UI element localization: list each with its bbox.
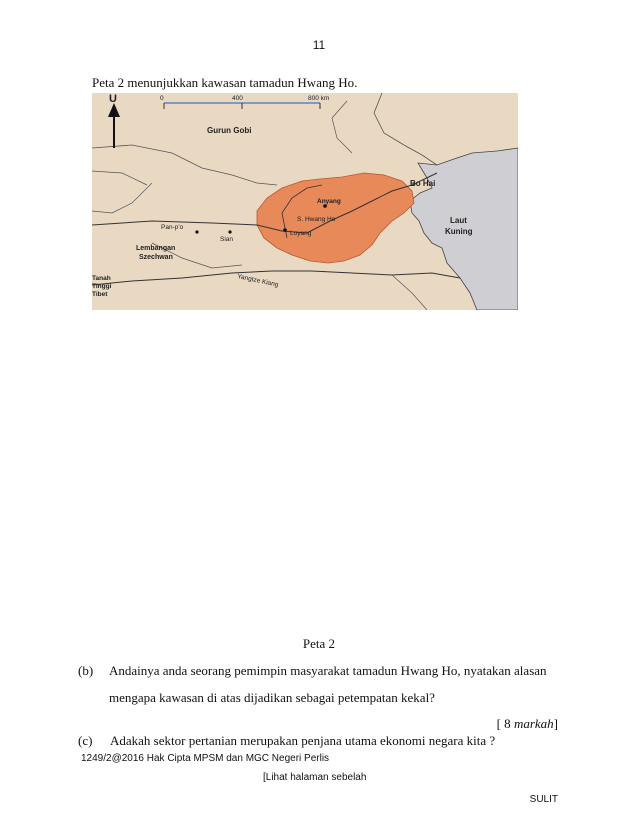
question-b-text-line2: mengapa kawasan di atas dijadikan sebagai petempatan kekal? — [109, 690, 435, 705]
label-hwang-ho: S. Hwang Ho — [297, 216, 336, 223]
page-number: 11 — [312, 38, 326, 52]
footer-next-page: [Lihat halaman sebelah — [263, 772, 367, 783]
question-c-text: Adakah sektor pertanian merupakan penjana utama ekonomi negara kita ? — [110, 733, 496, 748]
loyang-marker — [283, 228, 287, 232]
label-yangtze: Yangtze Kiang — [236, 273, 279, 289]
sian-marker — [228, 230, 231, 233]
footer-status: SULIT — [529, 794, 558, 805]
label-anyang: Anyang — [317, 198, 341, 205]
question-c-label: (c) — [78, 733, 93, 748]
label-kuning: Kuning — [445, 227, 473, 236]
label-tinggi: Tinggi — [92, 283, 112, 290]
scale-mid: 400 — [232, 95, 243, 102]
label-sian: Sian — [220, 236, 234, 243]
marks-open: [ 8 — [496, 716, 514, 731]
hwang-ho-map — [92, 93, 518, 310]
map-intro-text: Peta 2 menunjukkan kawasan tamadun Hwang Ho. — [92, 75, 358, 90]
marks-word: markah — [513, 716, 554, 731]
marks-indicator — [497, 716, 558, 732]
label-tanah: Tanah — [92, 275, 111, 282]
question-b-text-line1: Andainya anda seorang pemimpin masyarakat tamadun Hwang Ho, nyatakan alasan — [109, 663, 547, 678]
label-lembangan: Lembangan — [136, 245, 176, 252]
label-laut: Laut — [450, 216, 467, 225]
label-bo-hai: Bo Hai — [410, 179, 436, 188]
footer-copyright: 1249/2@2016 Hak Cipta MPSM dan MGC Negeri Perlis — [81, 753, 330, 764]
scale-start: 0 — [160, 95, 164, 102]
scale-end: 800 km — [308, 95, 330, 102]
label-szechwan: Szechwan — [139, 254, 173, 261]
label-panpo: Pan-p'o — [161, 224, 184, 231]
label-loyang: Loyang — [290, 230, 312, 237]
label-gurun-gobi: Gurun Gobi — [207, 126, 252, 135]
panpo-marker — [195, 230, 198, 233]
marks-close: ] — [553, 716, 558, 731]
question-b-label: (b) — [78, 663, 94, 678]
map-caption: Peta 2 — [302, 636, 336, 651]
label-tibet: Tibet — [92, 291, 108, 298]
compass-label: U — [109, 93, 117, 105]
